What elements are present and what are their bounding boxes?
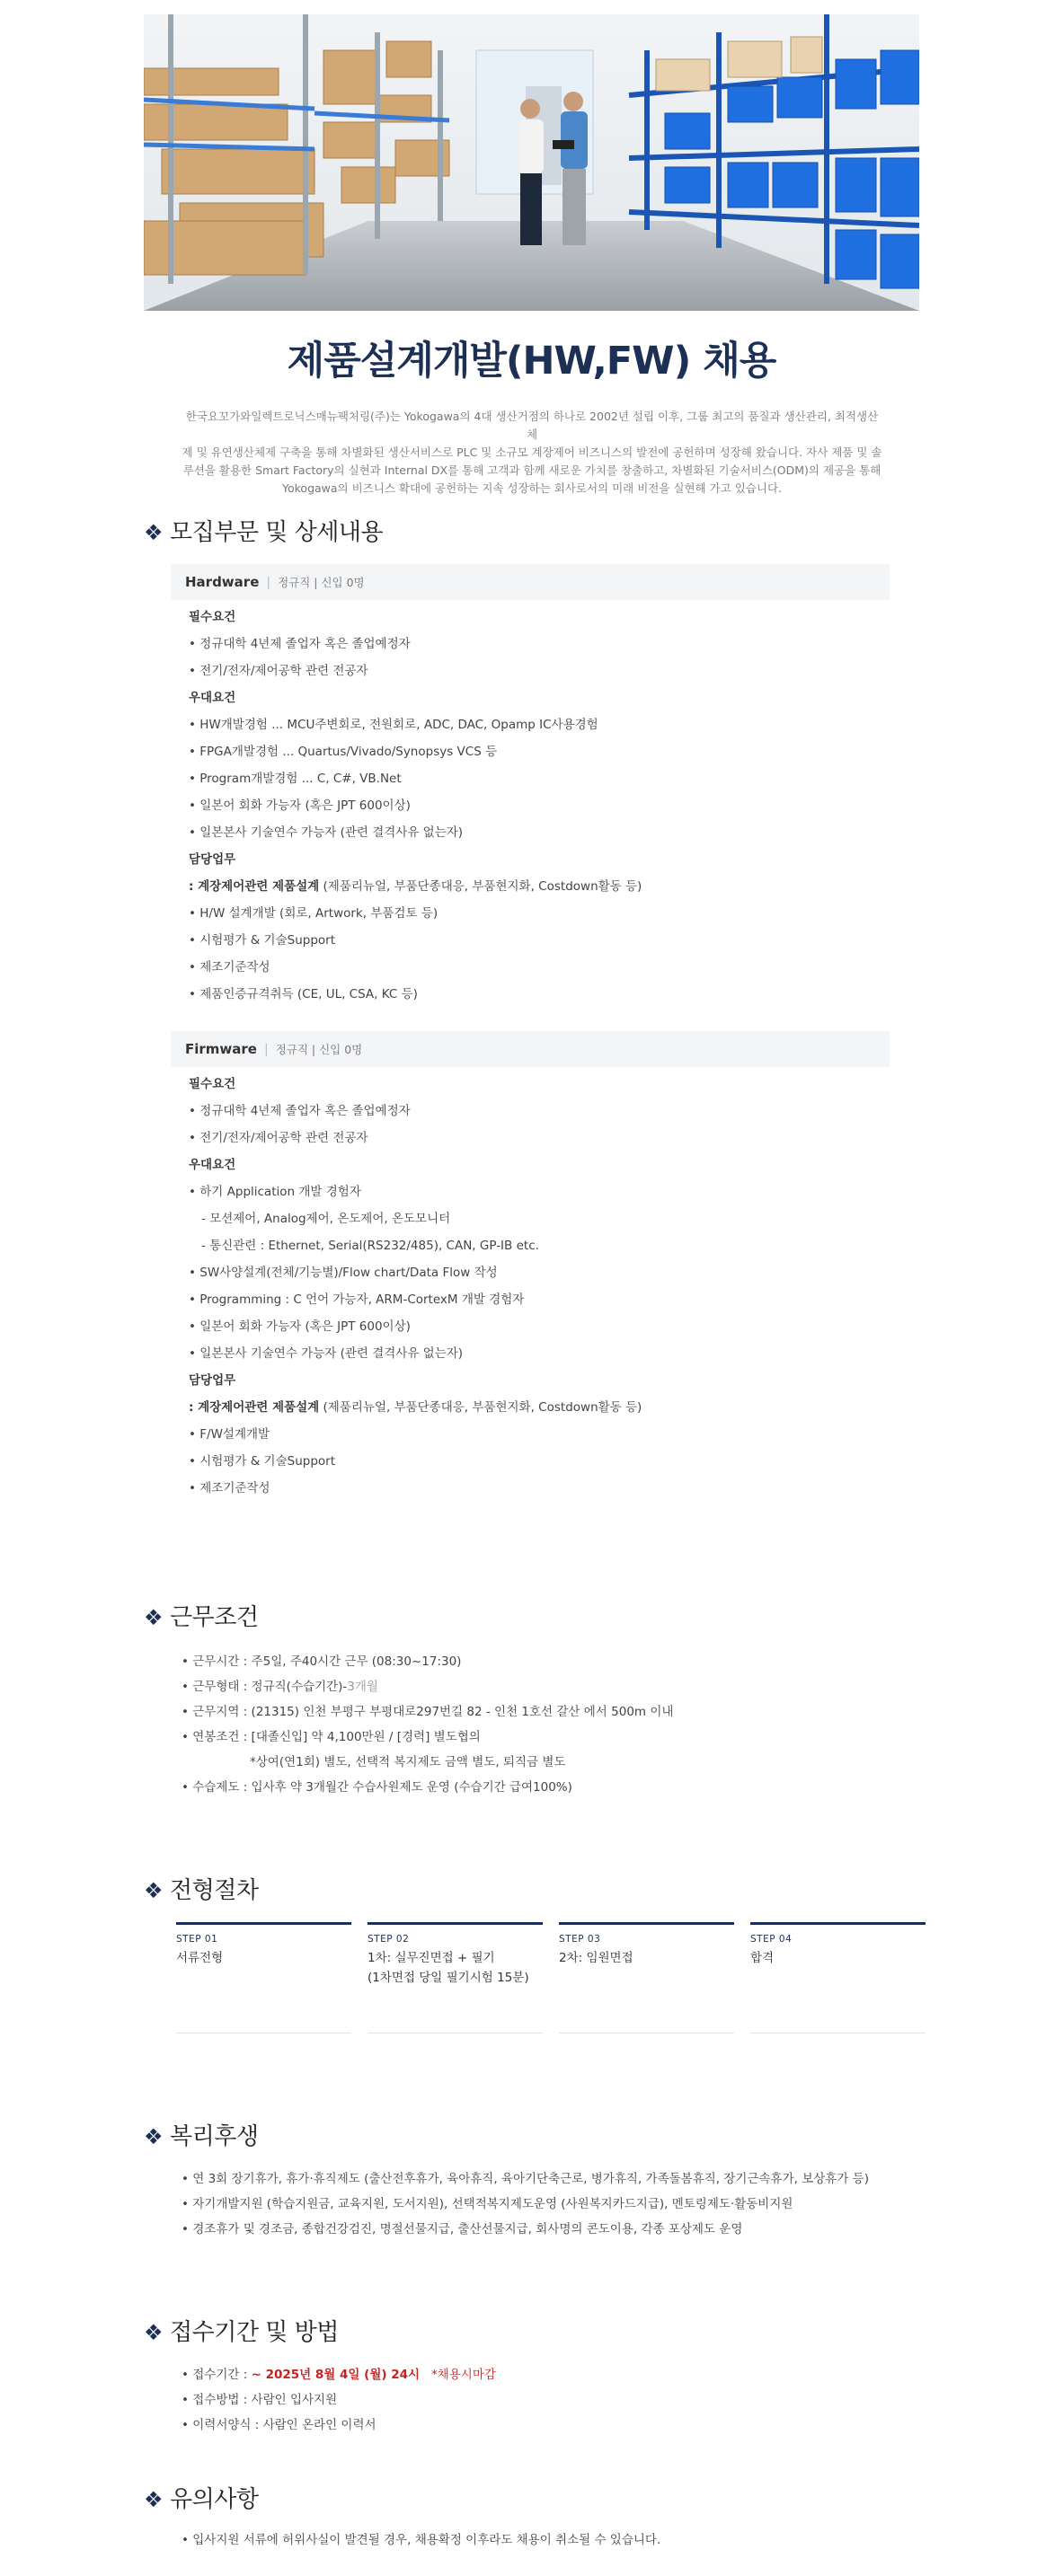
detail-subheading: 필수요건 (189, 610, 236, 624)
detail-item: • 일본어 회화 가능자 (혹은 JPT 600이상) (189, 792, 642, 819)
detail-item: • 제조기준작성 (189, 1475, 642, 1502)
detail-item: • 시험평가 & 기술Support (189, 1448, 642, 1475)
detail-item: • 전기/전자/제어공학 관련 전공자 (189, 657, 642, 684)
apply-method: • 접수방법 : 사람인 입사지원 (182, 2387, 496, 2413)
apply-form: • 이력서양식 : 사람인 온라인 이력서 (182, 2413, 496, 2438)
process-steps (176, 1922, 913, 2039)
detail-subheading: 담당업무 (189, 1373, 236, 1388)
detail-item: • Programming : C 언어 가능자, ARM-CortexM 개발 경험자 (189, 1286, 642, 1313)
welfare-list (182, 2166, 869, 2242)
section-title-conditions: ❖ 근무조건 (144, 1604, 259, 1631)
detail-item: • 정규대학 4년제 졸업자 혹은 졸업예정자 (189, 631, 642, 657)
condition-salary: • 연봉조건 : [대졸신입] 약 4,100만원 / [경력] 별도협의 (182, 1725, 673, 1750)
company-intro: 한국요꼬가와일렉트로닉스매뉴팩처링(주)는 Yokogawa의 4대 생산거점의 하나로 2002년 설립 이후, 그룹 최고의 품질과 생산관리, 최적생산체 제 및 유연생산체제 구축을 통해 차별화된 생산서비스로 PLC 및 소규모 계장제어 비즈니스의 발전에 공헌하며 성장해 왔습니다. 자사 제품 및 솔 루션을 활용한 Smart Factory의 실현과 Internal DX를 통해 고객과 함께 새로운 가치를 창출하고, 차별화된 기술서비스(ODM)의 제공을 통해 Yokogawa의 비즈니스 확대에 공헌하는 지속 성장하는 회사로서의 미래 비전을 실현해 가고 있습니다. (182, 410, 882, 495)
detail-item: • 하기 Application 개발 경험자 (189, 1178, 642, 1205)
detail-item: • FPGA개발경험 ... Quartus/Vivado/Synopsys VCS 등 (189, 738, 642, 765)
conditions-list (182, 1649, 673, 1800)
section-title-apply: ❖ 접수기간 및 방법 (144, 2319, 339, 2346)
detail-subheading: 우대요건 (189, 691, 236, 705)
detail-item: : 계장제어관련 제품설계 (제품리뉴얼, 부품단종대응, 부품현지화, Costdown활동 등) (189, 1400, 642, 1415)
detail-item: • 전기/전자/제어공학 관련 전공자 (189, 1125, 642, 1151)
detail-item: • 제품인증규격취득 (CE, UL, CSA, KC 등) (189, 981, 642, 1008)
diamond-icon: ❖ (144, 1878, 164, 1903)
condition-location: • 근무지역 : (21315) 인천 부평구 부평대로297번길 82 - 인천 1호선 갈산 에서 500m 이내 (182, 1699, 673, 1725)
diamond-icon: ❖ (144, 2124, 164, 2149)
detail-item: • F/W설계개발 (189, 1421, 642, 1448)
detail-item: • Program개발경험 ... C, C#, VB.Net (189, 765, 642, 792)
detail-item: • 일본어 회화 가능자 (혹은 JPT 600이상) (189, 1313, 642, 1340)
detail-item: • HW개발경험 ... MCU주변회로, 전원회로, ADC, DAC, Opamp IC사용경험 (189, 711, 642, 738)
process-step: STEP 01 서류전형 (176, 1922, 351, 2033)
apply-period: • 접수기간 : ~ 2025년 8월 4일 (월) 24시 *채용시마감 (182, 2362, 496, 2387)
diamond-icon: ❖ (144, 1605, 164, 1630)
welfare-item: • 연 3회 장기휴가, 휴가·휴직제도 (출산전후휴가, 육아휴직, 육아기단축근로, 병가휴직, 가족돌봄휴직, 장기근속휴가, 보상휴가 등) (182, 2166, 869, 2192)
detail-item: • H/W 설계개발 (회로, Artwork, 부품검토 등) (189, 900, 642, 927)
process-step: STEP 04 합격 (750, 1922, 926, 2033)
welfare-item: • 경조휴가 및 경조금, 종합건강검진, 명절선물지급, 출산선물지급, 회사명의 콘도이용, 각종 포상제도 운영 (182, 2217, 869, 2242)
notice-list (182, 2527, 660, 2553)
diamond-icon: ❖ (144, 2487, 164, 2512)
diamond-icon: ❖ (144, 520, 164, 545)
job-header-hardware: Hardware | 정규직 | 신입 0명 (171, 564, 890, 600)
firmware-details (189, 1071, 642, 1502)
detail-subheading: 담당업무 (189, 852, 236, 867)
condition-salary-note: *상여(연1회) 별도, 선택적 복지제도 금액 별도, 퇴직금 별도 (250, 1755, 566, 1769)
apply-list (182, 2362, 496, 2438)
job-header-firmware: Firmware | 정규직 | 신입 0명 (171, 1031, 890, 1067)
detail-item: • 일본본사 기술연수 가능자 (관련 결격사유 없는자) (189, 1340, 642, 1367)
diamond-icon: ❖ (144, 2320, 164, 2345)
detail-item: • 정규대학 4년제 졸업자 혹은 졸업예정자 (189, 1098, 642, 1125)
process-step: STEP 03 2차: 임원면접 (559, 1922, 734, 2033)
detail-item: - 모션제어, Analog제어, 온도제어, 온도모니터 (201, 1212, 451, 1226)
notice-item: • 입사지원 서류에 허위사실이 발견될 경우, 채용확정 이후라도 채용이 취소될 수 있습니다. (182, 2527, 660, 2553)
section-title-process: ❖ 전형절차 (144, 1877, 259, 1904)
condition-probation: • 수습제도 : 입사후 약 3개월간 수습사원제도 운영 (수습기간 급여100%) (182, 1775, 673, 1800)
condition-type: • 근무형태 : 정규직(수습기간)-3개월 (182, 1674, 673, 1699)
condition-time: • 근무시간 : 주5일, 주40시간 근무 (08:30~17:30) (182, 1649, 673, 1674)
hardware-details (189, 604, 642, 1008)
detail-item: • 일본본사 기술연수 가능자 (관련 결격사유 없는자) (189, 819, 642, 846)
welfare-item: • 자기개발지원 (학습지원금, 교육지원, 도서지원), 선택적복지제도운영 (사원복지카드지급), 멘토링제도·활동비지원 (182, 2192, 869, 2217)
detail-item: - 통신관련 : Ethernet, Serial(RS232/485), CAN, GP-IB etc. (201, 1239, 539, 1253)
hero-image (144, 14, 919, 311)
detail-item: : 계장제어관련 제품설계 (제품리뉴얼, 부품단종대응, 부품현지화, Costdown활동 등) (189, 879, 642, 894)
detail-item: • SW사양설계(전체/기능별)/Flow chart/Data Flow 작성 (189, 1259, 642, 1286)
section-title-welfare: ❖ 복리후생 (144, 2123, 259, 2150)
process-step: STEP 02 1차: 실무진면접 + 필기 (1차면접 당일 필기시험 15분) (368, 1922, 543, 2033)
detail-subheading: 우대요건 (189, 1158, 236, 1172)
page-title: 제품설계개발(HW,FW) 채용 (287, 339, 776, 384)
detail-item: • 시험평가 & 기술Support (189, 927, 642, 954)
warehouse-photo-illustration (144, 14, 919, 311)
section-title-notice: ❖ 유의사항 (144, 2486, 259, 2513)
detail-item: • 제조기준작성 (189, 954, 642, 981)
detail-subheading: 필수요건 (189, 1077, 236, 1091)
section-title-recruit: ❖ 모집부문 및 상세내용 (144, 519, 384, 546)
